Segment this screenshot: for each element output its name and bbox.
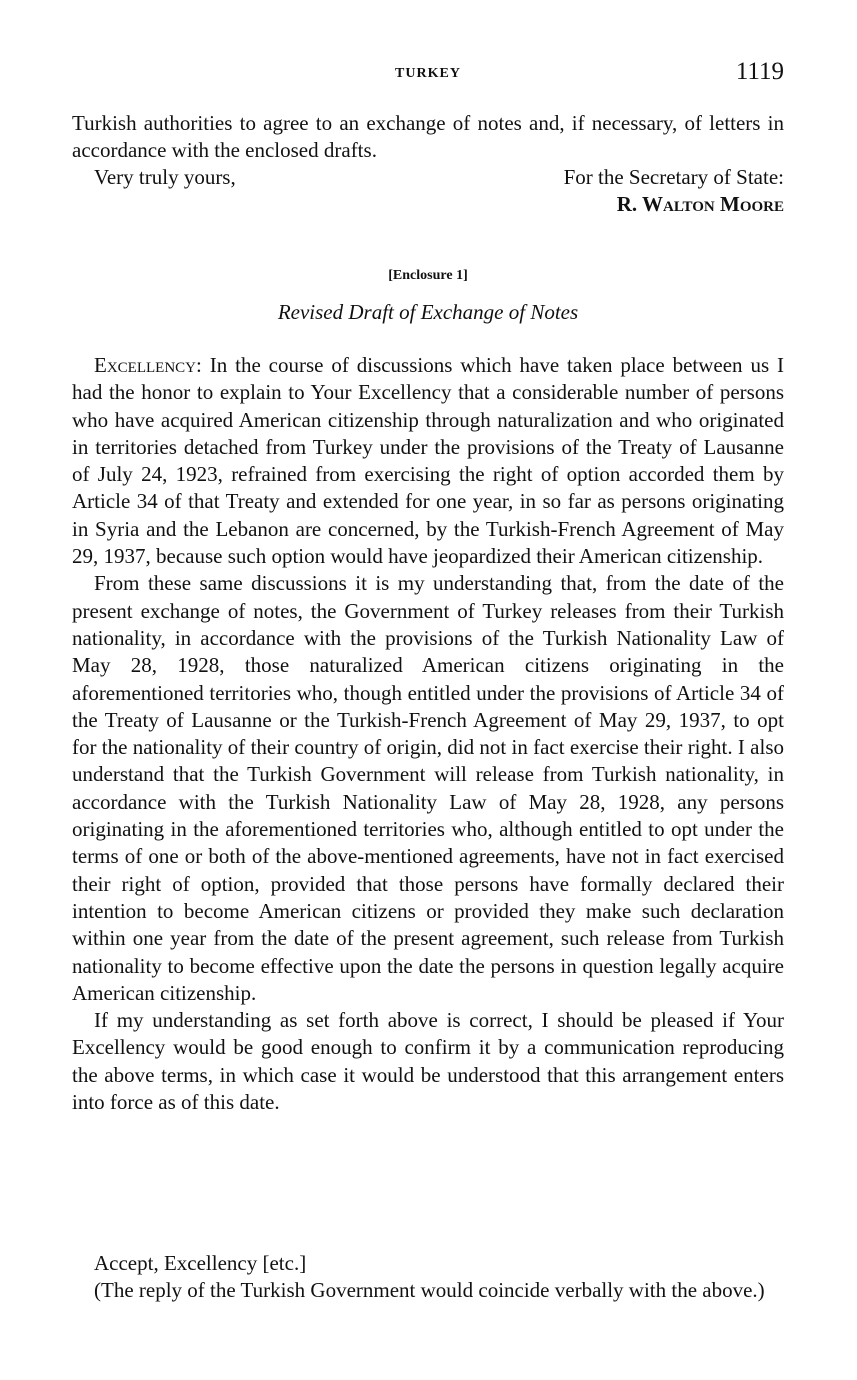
note-closing (72, 1250, 784, 1305)
document-title: Revised Draft of Exchange of Notes (277, 300, 579, 324)
complimentary-close: Very truly yours, (94, 165, 236, 189)
continuation-paragraph (72, 110, 784, 165)
body-paragraph-1 (72, 352, 784, 570)
page-number: 1119 (735, 58, 784, 85)
paragraph-1-text: : In the course of discussions which have taken place between us I had the honor to explain to Your Excellency that a considerable number of persons who have acquired American citizenship through naturalization and who originated in territories detached from Turkey under the provisions of the Treaty of Lausanne of July 24, 1923, refrained from exercising the right of option accorded them by Article 34 of that Treaty and extended for one year, in so far as persons originating in Syria and the Lebanon are concerned, by the Turkish-French Agreement of May 29, 1937, because such option would have jeopardized their American citizenship. (72, 353, 784, 569)
enclosure-label: [Enclosure 1] (388, 268, 468, 283)
body-paragraph-3: If my understanding as set forth above is correct, I should be pleased if Your Excellency would be good enough to confirm it by a communication reproducing the above terms, in which case it would be understood that this arrangement enters into force as of this date. (72, 1008, 784, 1115)
letter-closing (72, 164, 784, 219)
accept-line: Accept, Excellency [etc.] (94, 1251, 307, 1275)
continuation-text: Turkish authorities to agree to an exchange of notes and, if necessary, of letters in accordance with the enclosed drafts. (72, 111, 784, 163)
reply-note: (The reply of the Turkish Government would coincide verbally with the above.) (94, 1278, 765, 1303)
running-head: TURKEY (395, 66, 461, 81)
page-header (72, 58, 784, 92)
signature: R. Walton Moore (616, 192, 784, 217)
salutation: Excellency (94, 353, 196, 377)
body-paragraph-2: From these same discussions it is my understanding that, from the date of the present exchange of notes, the Government of Turkey releases from their Turkish nationality, in accordance with the provisions of the Turkish Nationality Law of May 28, 1928, those naturalized American citizens originating in the aforementioned territories who, though entitled under the provisions of Article 34 of the Treaty of Lausanne or the Turkish-French Agreement of May 29, 1937, to opt for the nationality of their country of origin, did not in fact exercise their right. I also understand that the Turkish Government will release from Turkish nationality, in accordance with the Turkish Nationality Law of May 28, 1928, any persons originating in the aforementioned territories who, although entitled to opt under the terms of one or both of the above-mentioned agreements, have not in fact exercised their right of option, provided that those persons have formally declared their intention to become American citizens or provided they make such declaration within one year from the date of the present agreement, such release from Turkish nationality to become effective upon the date the persons in question legally acquire American citizenship. (72, 571, 784, 1005)
for-secretary-line: For the Secretary of State: (563, 165, 784, 189)
closing-row (72, 164, 784, 191)
note-body (72, 352, 784, 1116)
